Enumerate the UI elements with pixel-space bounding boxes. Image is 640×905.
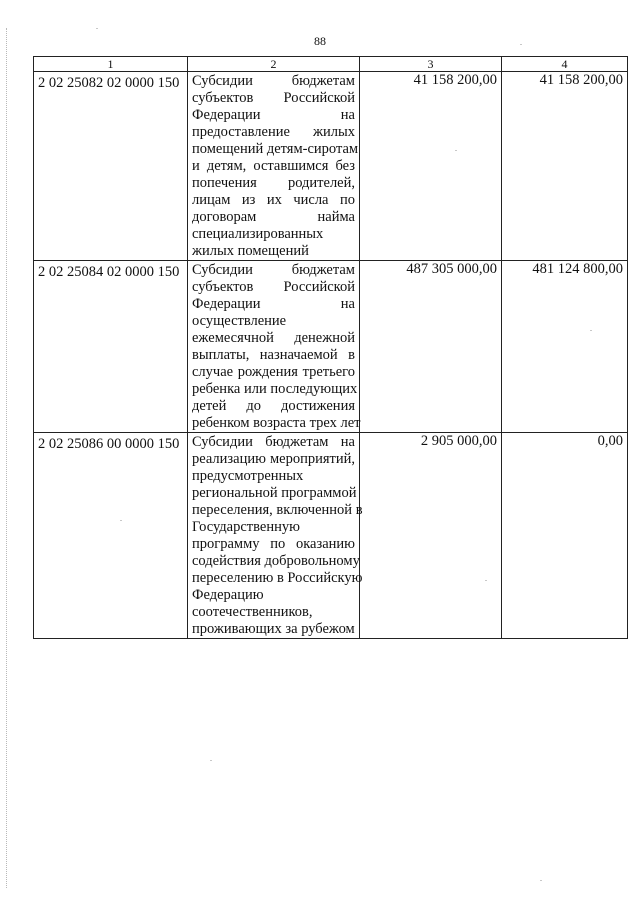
description-line: переселения, включенной в bbox=[192, 502, 363, 518]
budget-code: 2 02 25082 02 0000 150 bbox=[34, 72, 188, 261]
description bbox=[188, 72, 360, 261]
column-header-3: 3 bbox=[360, 57, 502, 72]
description-line: Государственную bbox=[192, 519, 300, 535]
description bbox=[188, 433, 363, 639]
description-line: переселению в Российскую bbox=[192, 570, 363, 586]
description-line: Федерацию bbox=[192, 587, 264, 603]
description-line: субъектов Российской bbox=[192, 90, 355, 106]
column-header-1: 1 bbox=[34, 57, 188, 72]
table-row bbox=[34, 433, 628, 639]
description-line: Субсидии бюджетам на bbox=[192, 434, 355, 450]
scan-speck bbox=[120, 520, 122, 521]
description-line: ежемесячной денежной bbox=[192, 330, 355, 346]
description-line: реализацию мероприятий, bbox=[192, 451, 355, 467]
amount-column-3: 2 905 000,00 bbox=[360, 433, 502, 639]
description-line: специализированных bbox=[192, 226, 324, 242]
scan-speck bbox=[455, 150, 457, 151]
description-line: предусмотренных bbox=[192, 468, 304, 484]
description-line: проживающих за рубежом bbox=[192, 621, 355, 637]
description-line: договорам найма bbox=[192, 209, 355, 225]
description-line: осуществление bbox=[192, 313, 287, 329]
description-line: детей до достижения bbox=[192, 398, 355, 414]
scan-speck bbox=[590, 330, 592, 331]
budget-code: 2 02 25084 02 0000 150 bbox=[34, 261, 188, 433]
column-header-4: 4 bbox=[502, 57, 628, 72]
amount-column-3: 487 305 000,00 bbox=[360, 261, 502, 433]
budget-code: 2 02 25086 00 0000 150 bbox=[34, 433, 188, 639]
description-line: программу по оказанию bbox=[192, 536, 355, 552]
amount-column-3: 41 158 200,00 bbox=[360, 72, 502, 261]
description-line: Федерации на bbox=[192, 296, 355, 312]
description-line: случае рождения третьего bbox=[192, 364, 355, 380]
table-body bbox=[34, 72, 628, 639]
page-number: 88 bbox=[314, 34, 326, 48]
description-line: содействия добровольному bbox=[192, 553, 360, 569]
scan-speck bbox=[520, 44, 522, 45]
amount-column-4: 481 124 800,00 bbox=[502, 261, 628, 433]
amount-column-4: 41 158 200,00 bbox=[502, 72, 628, 261]
description-line: соотечественников, bbox=[192, 604, 313, 620]
description-line: региональной программой bbox=[192, 485, 357, 501]
budget-table bbox=[33, 56, 628, 639]
column-header-2: 2 bbox=[188, 57, 360, 72]
description-line: Субсидии бюджетам bbox=[192, 262, 355, 278]
header-row bbox=[34, 57, 628, 72]
description-line: лицам из их числа по bbox=[192, 192, 355, 208]
table-row bbox=[34, 261, 628, 433]
scan-speck bbox=[96, 28, 98, 29]
description-line: ребенка или последующих bbox=[192, 381, 358, 397]
description bbox=[188, 261, 360, 433]
amount-column-4: 0,00 bbox=[502, 433, 628, 639]
description-line: Федерации на bbox=[192, 107, 355, 123]
description-line: субъектов Российской bbox=[192, 279, 355, 295]
description-line: ребенком возраста трех лет bbox=[192, 415, 361, 431]
scan-speck bbox=[210, 760, 212, 761]
description-line: помещений детям-сиротам bbox=[192, 141, 359, 157]
table-row bbox=[34, 72, 628, 261]
description-line: выплаты, назначаемой в bbox=[192, 347, 355, 363]
description-line: Субсидии бюджетам bbox=[192, 73, 355, 89]
scan-speck bbox=[485, 580, 487, 581]
scan-left-edge bbox=[6, 28, 7, 888]
description-line: жилых помещений bbox=[192, 243, 309, 259]
scan-speck bbox=[540, 880, 542, 881]
description-line: предоставление жилых bbox=[192, 124, 355, 140]
description-line: и детям, оставшимся без bbox=[192, 158, 355, 174]
description-line: попечения родителей, bbox=[192, 175, 355, 191]
